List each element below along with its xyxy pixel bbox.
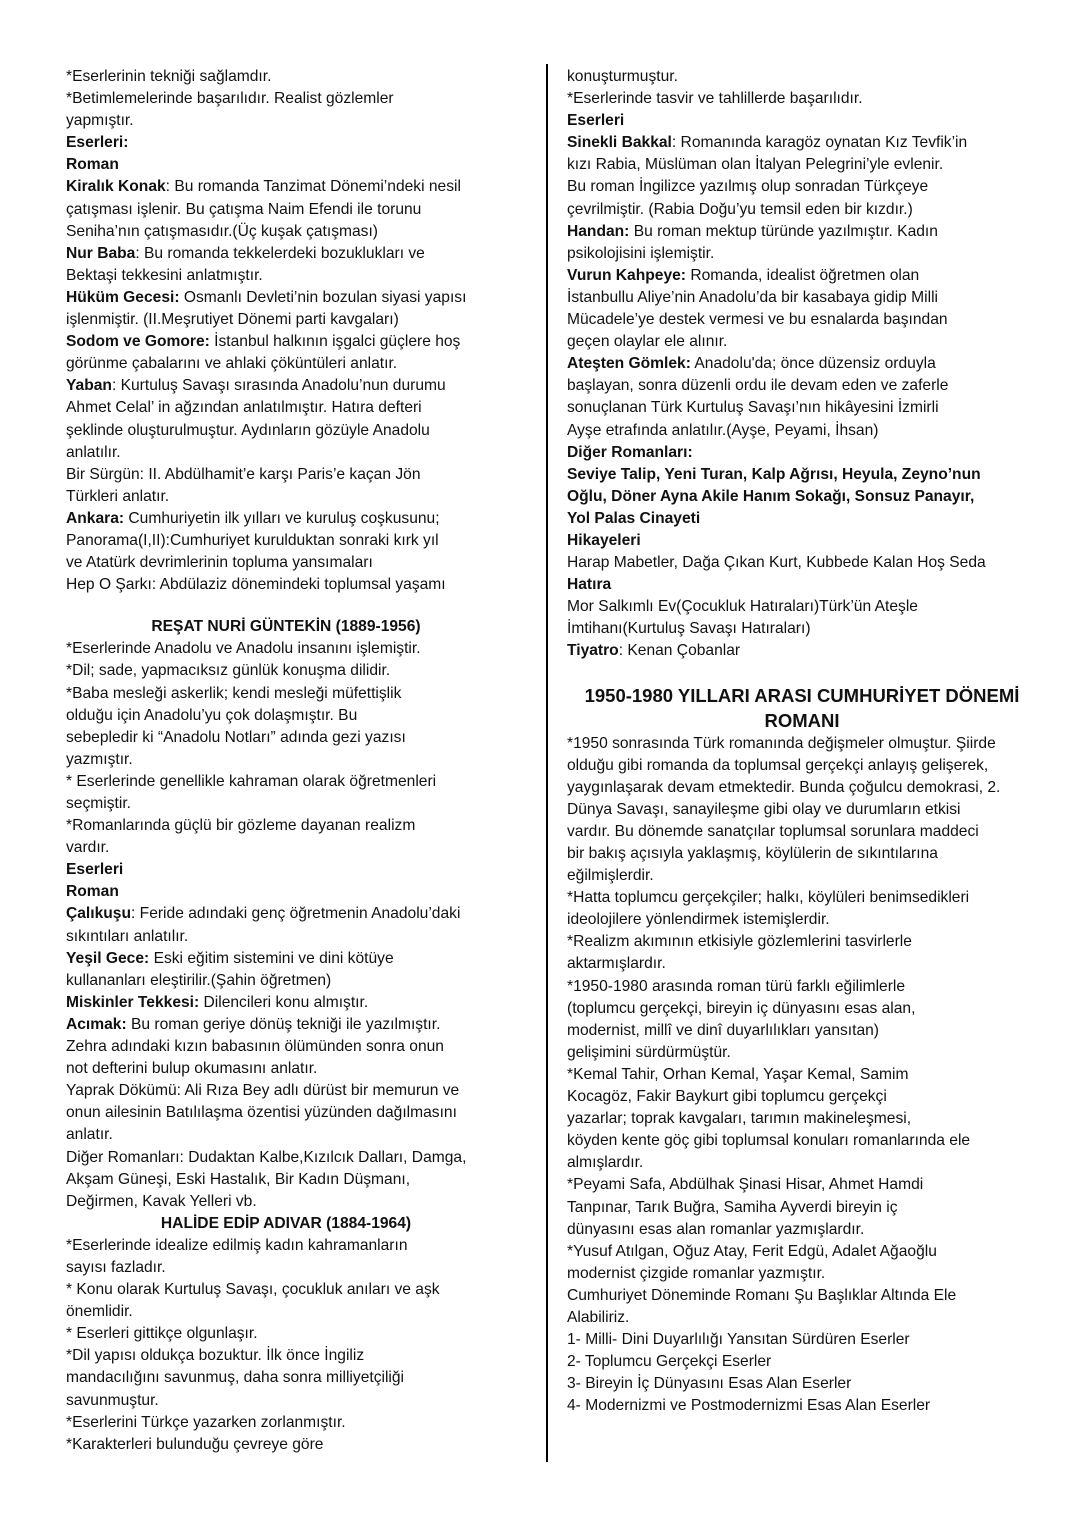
text-line: Eski eğitim sistemini ve dini kötüye bbox=[149, 949, 394, 967]
text-line: Romanda, idealist öğretmen olan bbox=[686, 266, 920, 284]
text-line: kızı Rabia, Müslüman olan İtalyan Pelegrini’yle evlenir. bbox=[567, 156, 944, 174]
text-line: *Eserlerinin tekniği sağlamdır. bbox=[66, 68, 272, 85]
vurun-kahpeye-entry bbox=[567, 265, 1037, 287]
text-line: çatışması işlenir. Bu çatışma Naim Efendi ile torunu bbox=[66, 200, 422, 218]
work-title: Yeşil Gece: bbox=[66, 949, 150, 967]
text-line: seçmiştir. bbox=[66, 795, 131, 812]
calikusu-entry bbox=[66, 903, 506, 925]
text-line: Ahmet Celal’ in ağzından anlatılmıştır. Hatıra defteri bbox=[66, 399, 422, 417]
work-title: Yaban bbox=[66, 377, 112, 395]
text-line: Osmanlı Devleti’nin bozulan siyasi yapısı bbox=[179, 288, 467, 306]
text-line: *Karakterleri bulunduğu çevreye göre bbox=[66, 1435, 324, 1453]
text-line: işlenmiştir. (II.Meşrutiyet Dönemi parti kavgaları) bbox=[66, 311, 399, 329]
text-line: : Romanında karagöz oynatan Kız Tevfik’in bbox=[671, 134, 968, 152]
text-line: sonuçlanan Türk Kurtuluş Savaşı’nın hikâyesini İzmirli bbox=[567, 399, 939, 417]
text-line: Bir Sürgün: II. Abdülhamit’e karşı Paris’e kaçan Jön bbox=[66, 465, 421, 483]
text-line: İstanbullu Aliye’nin Anadolu’da bir kasabaya gidip Milli bbox=[567, 288, 939, 306]
text-line: anlatılır. bbox=[66, 443, 121, 461]
work-title: Vurun Kahpeye: bbox=[567, 266, 686, 284]
text-line: : Bu romanda tekkelerdeki bozuklukları ve bbox=[135, 244, 425, 262]
text-line: Değirmen, Kavak Yelleri vb. bbox=[66, 1192, 257, 1210]
spacer bbox=[66, 596, 506, 616]
text-line: şeklinde oluşturulmuştur. Aydınların gözüyle Anadolu bbox=[66, 421, 430, 439]
work-title: Ankara: bbox=[66, 509, 125, 527]
text-line: not defterini bulup okumasını anlatır. bbox=[66, 1060, 318, 1078]
text-line: yaygınlaşarak devam etmektedir. Bunda çoğulcu demokrasi, 2. bbox=[567, 778, 1001, 796]
text-line: Bu roman geriye dönüş tekniği ile yazılmıştır. bbox=[126, 1015, 441, 1033]
text-line: *Romanlarında güçlü bir gözleme dayanan realizm bbox=[66, 817, 416, 835]
work-title: Çalıkuşu bbox=[66, 905, 131, 923]
text-line: Cumhuriyet Döneminde Romanı Şu Başlıklar Altında Ele bbox=[567, 1286, 957, 1304]
text-line: sayısı fazladır. bbox=[66, 1258, 166, 1276]
text-line: Anadolu'da; önce düzensiz orduyla bbox=[690, 355, 936, 373]
text-line: savunmuştur. bbox=[66, 1391, 159, 1409]
acimak-entry bbox=[66, 1014, 506, 1036]
text-line: *Dil; sade, yapmacıksız günlük konuşma dilidir. bbox=[66, 662, 391, 680]
work-title: Sinekli Bakkal bbox=[567, 134, 672, 152]
text-line: Yaprak Dökümü: Ali Rıza Bey adlı dürüst bir memurun ve bbox=[66, 1082, 460, 1100]
text-line: *Betimlemelerinde başarılıdır. Realist gözlemler bbox=[66, 90, 394, 108]
text-line: Ayşe etrafında anlatılır.(Ayşe, Peyami, İhsan) bbox=[567, 421, 879, 439]
text-line: Tanpınar, Tarık Buğra, Samiha Ayverdi bireyin iç bbox=[567, 1198, 898, 1216]
text-line: köyden kente göç gibi toplumsal konuları romanlarında ele bbox=[567, 1132, 971, 1150]
text-line: *Yusuf Atılgan, Oğuz Atay, Ferit Edgü, Adalet Ağaoğlu bbox=[567, 1242, 937, 1260]
text-line: önemlidir. bbox=[66, 1303, 133, 1321]
right-column bbox=[567, 66, 1037, 1417]
text-line: onun ailesinin Batılılaşma özentisi yüzünden dağılmasını bbox=[66, 1104, 457, 1122]
text-line: *Kemal Tahir, Orhan Kemal, Yaşar Kemal, Samim bbox=[567, 1065, 909, 1083]
text-line: geçen olaylar ele alınır. bbox=[567, 333, 728, 351]
roman-label: Roman bbox=[66, 156, 119, 174]
text-line: Yol Palas Cinayeti bbox=[567, 509, 701, 527]
text-line: *1950-1980 arasında roman türü farklı eğilimlerle bbox=[567, 977, 906, 995]
text-line: *Eserlerini Türkçe yazarken zorlanmıştır. bbox=[66, 1413, 346, 1431]
work-title: Ateşten Gömlek: bbox=[567, 355, 691, 373]
column-divider bbox=[546, 64, 548, 1462]
text-line: sebepledir ki “Anadolu Notları” adında gezi yazısı bbox=[66, 728, 406, 746]
text-line: *1950 sonrasında Türk romanında değişmeler olmuştur. Şiirde bbox=[567, 734, 996, 752]
text-line: görünme çabalarını ve ahlaki çöküntüleri anlatır. bbox=[66, 355, 398, 373]
text-line: *Hatta toplumcu gerçekçiler; halkı, köylüleri benimsedikleri bbox=[567, 889, 970, 907]
work-title: Handan: bbox=[567, 222, 630, 240]
hukum-gecesi-entry bbox=[66, 287, 506, 309]
text-line: (toplumcu gerçekçi, bireyin iç dünyasını esas alan, bbox=[567, 999, 916, 1017]
text-line: vardır. Bu dönemde sanatçılar toplumsal sorunlara maddeci bbox=[567, 822, 979, 840]
text-line: psikolojisini işlemiştir. bbox=[567, 244, 715, 262]
halide-edip-heading: HALİDE EDİP ADIVAR (1884-1964) bbox=[160, 1214, 412, 1232]
eserleri-label: Eserleri: bbox=[66, 134, 129, 152]
text-line: başlayan, sonra düzenli ordu ile devam eden ve zaferle bbox=[567, 377, 949, 395]
text-line: Mor Salkımlı Ev(Çocukluk Hatıraları)Türk’ün Ateşle bbox=[567, 598, 918, 616]
text-line: * Konu olarak Kurtuluş Savaşı, çocukluk anıları ve aşk bbox=[66, 1281, 440, 1299]
eserleri-label: Eserleri bbox=[567, 112, 625, 130]
text-line: vardır. bbox=[66, 839, 110, 857]
text-line: olduğu için Anadolu’yu çok dolaşmıştır. Bu bbox=[66, 706, 358, 724]
text-line: yapmıştır. bbox=[66, 112, 134, 130]
text-line: çevrilmiştir. (Rabia Doğu’yu temsil eden bir kızdır.) bbox=[567, 200, 913, 218]
text-line: Seviye Talip, Yeni Turan, Kalp Ağrısı, Heyula, Zeyno’nun bbox=[567, 465, 981, 483]
text-line: Cumhuriyetin ilk yılları ve kuruluş coşkusunu; bbox=[124, 509, 440, 527]
text-line: *Baba mesleği askerlik; kendi mesleği müfettişlik bbox=[66, 684, 402, 702]
text-line: : Kurtuluş Savaşı sırasında Anadolu’nun durumu bbox=[111, 377, 446, 395]
text-line: Dünya Savaşı, sanayileşme gibi olay ve durumların etkisi bbox=[567, 800, 961, 818]
text-line: gelişimini sürdürmüştür. bbox=[567, 1043, 731, 1061]
text-line: ve Atatürk devrimlerinin topluma yansımaları bbox=[66, 554, 373, 572]
handan-entry bbox=[567, 221, 1037, 243]
text-line: yazmıştır. bbox=[66, 750, 133, 768]
text-line: bir bakış açısıyla yaklaşmış, köylülerin de sıkıntılarına bbox=[567, 845, 938, 862]
text-line: Alabiliriz. bbox=[567, 1308, 630, 1326]
text-line: Kocagöz, Fakir Baykurt gibi toplumcu gerçekçi bbox=[567, 1088, 887, 1106]
list-item: 1- Milli- Dini Duyarlılığı Yansıtan Sürdüren Eserler bbox=[567, 1331, 910, 1349]
text-line: *Realizm akımının etkisiyle gözlemlerini tasvirlerle bbox=[567, 933, 912, 951]
work-title: Kiralık Konak bbox=[66, 178, 166, 196]
yesil-gece-entry bbox=[66, 948, 506, 970]
miskinler-entry bbox=[66, 992, 506, 1014]
diger-romanlari-label: Diğer Romanları: bbox=[567, 443, 693, 461]
nur-baba-entry bbox=[66, 243, 506, 265]
text-line: *Eserlerinde tasvir ve tahlillerde başarılıdır. bbox=[567, 90, 863, 108]
sodom-entry bbox=[66, 331, 506, 353]
text-line: : Feride adındaki genç öğretmenin Anadolu’daki bbox=[131, 905, 461, 923]
text-line: Akşam Güneşi, Eski Hastalık, Bir Kadın Düşmanı, bbox=[66, 1170, 411, 1188]
ankara-entry bbox=[66, 508, 506, 530]
text-line: * Eserlerinde genellikle kahraman olarak öğretmenleri bbox=[66, 772, 437, 790]
roman-label: Roman bbox=[66, 883, 119, 901]
text-line: modernist çizgide romanlar yazmıştır. bbox=[567, 1264, 826, 1282]
work-title: Hüküm Gecesi: bbox=[66, 288, 180, 306]
text-line: *Eserlerinde idealize edilmiş kadın kahramanların bbox=[66, 1236, 408, 1254]
left-column bbox=[66, 66, 506, 1456]
text-line: eğilmişlerdir. bbox=[567, 867, 654, 885]
text-line: dünyasını esas alan romanlar yazmışlardır. bbox=[567, 1220, 865, 1238]
text-line: *Eserlerinde Anadolu ve Anadolu insanını işlemiştir. bbox=[66, 640, 421, 658]
text-line: konuşturmuştur. bbox=[567, 68, 678, 85]
text-line: anlatır. bbox=[66, 1126, 113, 1144]
kiralik-konak-entry bbox=[66, 176, 506, 198]
text-line: Türkleri anlatır. bbox=[66, 487, 170, 505]
spacer bbox=[567, 663, 1037, 683]
hatira-label: Hatıra bbox=[567, 576, 612, 594]
text-line: *Dil yapısı oldukça bozuktur. İlk önce İngiliz bbox=[66, 1347, 365, 1365]
work-title: Sodom ve Gomore: bbox=[66, 333, 210, 351]
tiyatro-entry bbox=[567, 640, 1037, 662]
text-line: Diğer Romanları: Dudaktan Kalbe,Kızılcık Dalları, Damga, bbox=[66, 1148, 467, 1166]
list-item: 3- Bireyin İç Dünyasını Esas Alan Eserler bbox=[567, 1375, 852, 1393]
text-line: Panorama(I,II):Cumhuriyet kurulduktan sonraki kırk yıl bbox=[66, 531, 439, 549]
text-line: Dilencileri konu almıştır. bbox=[199, 993, 369, 1011]
atesten-gomlek-entry bbox=[567, 353, 1037, 375]
section-heading: 1950-1980 YILLARI ARASI CUMHURİYET DÖNEMİ bbox=[584, 684, 1020, 706]
resat-nuri-heading: REŞAT NURİ GÜNTEKİN (1889-1956) bbox=[151, 618, 421, 636]
text-line: modernist, millî ve dinî duyarlılıkları yansıtan) bbox=[567, 1021, 879, 1039]
text-line: ideolojilere yönlendirmek istemişlerdir. bbox=[567, 911, 830, 929]
work-title: Acımak: bbox=[66, 1015, 127, 1033]
text-line: Seniha’nın çatışmasıdır.(Üç kuşak çatışması) bbox=[66, 222, 378, 240]
work-title: Miskinler Tekkesi: bbox=[66, 993, 200, 1011]
yaban-entry bbox=[66, 375, 506, 397]
text-line: Hep O Şarkı: Abdülaziz dönemindeki toplumsal yaşamı bbox=[66, 576, 446, 594]
hikayeleri-label: Hikayeleri bbox=[567, 531, 641, 549]
text-line: yazarlar; toprak kavgaları, tarımın makineleşmesi, bbox=[567, 1110, 912, 1128]
text-line: İstanbul halkının işgalci güçlere hoş bbox=[209, 333, 461, 351]
tiyatro-label: Tiyatro bbox=[567, 642, 619, 660]
text-line: mandacılığını savunmuş, daha sonra milliyetçiliği bbox=[66, 1369, 405, 1387]
text-line: : Kenan Çobanlar bbox=[618, 642, 741, 660]
text-line: Oğlu, Döner Ayna Akile Hanım Sokağı, Sonsuz Panayır, bbox=[567, 487, 975, 505]
text-line: : Bu romanda Tanzimat Dönemi’ndeki nesil bbox=[165, 178, 461, 196]
text-line: İmtihanı(Kurtuluş Savaşı Hatıraları) bbox=[567, 620, 811, 638]
text-line: *Peyami Safa, Abdülhak Şinasi Hisar, Ahmet Hamdi bbox=[567, 1176, 924, 1194]
text-line: Bu roman İngilizce yazılmış olup sonradan Türkçeye bbox=[567, 178, 929, 196]
section-heading: ROMANI bbox=[764, 709, 840, 731]
text-line: Bu roman mektup türünde yazılmıştır. Kadın bbox=[629, 222, 938, 240]
text-line: Bektaşi tekkesini anlatmıştır. bbox=[66, 266, 263, 284]
text-line: Harap Mabetler, Dağa Çıkan Kurt, Kubbede Kalan Hoş Seda bbox=[567, 554, 986, 572]
sinekli-bakkal-entry bbox=[567, 132, 1037, 154]
list-item: 2- Toplumcu Gerçekçi Eserler bbox=[567, 1353, 772, 1371]
list-item: 4- Modernizmi ve Postmodernizmi Esas Alan Eserler bbox=[567, 1397, 931, 1415]
text-line: * Eserleri gittikçe olgunlaşır. bbox=[66, 1325, 258, 1343]
text-line: olduğu gibi romanda da toplumsal gerçekçi anlayış gelişerek, bbox=[567, 756, 989, 774]
text-line: almışlardır. bbox=[567, 1154, 644, 1172]
work-title: Nur Baba bbox=[66, 244, 136, 262]
text-line: sıkıntıları anlatılır. bbox=[66, 927, 189, 945]
text-line: Mücadele’ye destek vermesi ve bu esnalarda başından bbox=[567, 311, 948, 329]
text-line: Zehra adındaki kızın babasının ölümünden sonra onun bbox=[66, 1038, 444, 1056]
text-line: kullananları eleştirilir.(Şahin öğretmen) bbox=[66, 971, 332, 989]
eserleri-label: Eserleri bbox=[66, 861, 124, 879]
text-line: aktarmışlardır. bbox=[567, 955, 666, 973]
